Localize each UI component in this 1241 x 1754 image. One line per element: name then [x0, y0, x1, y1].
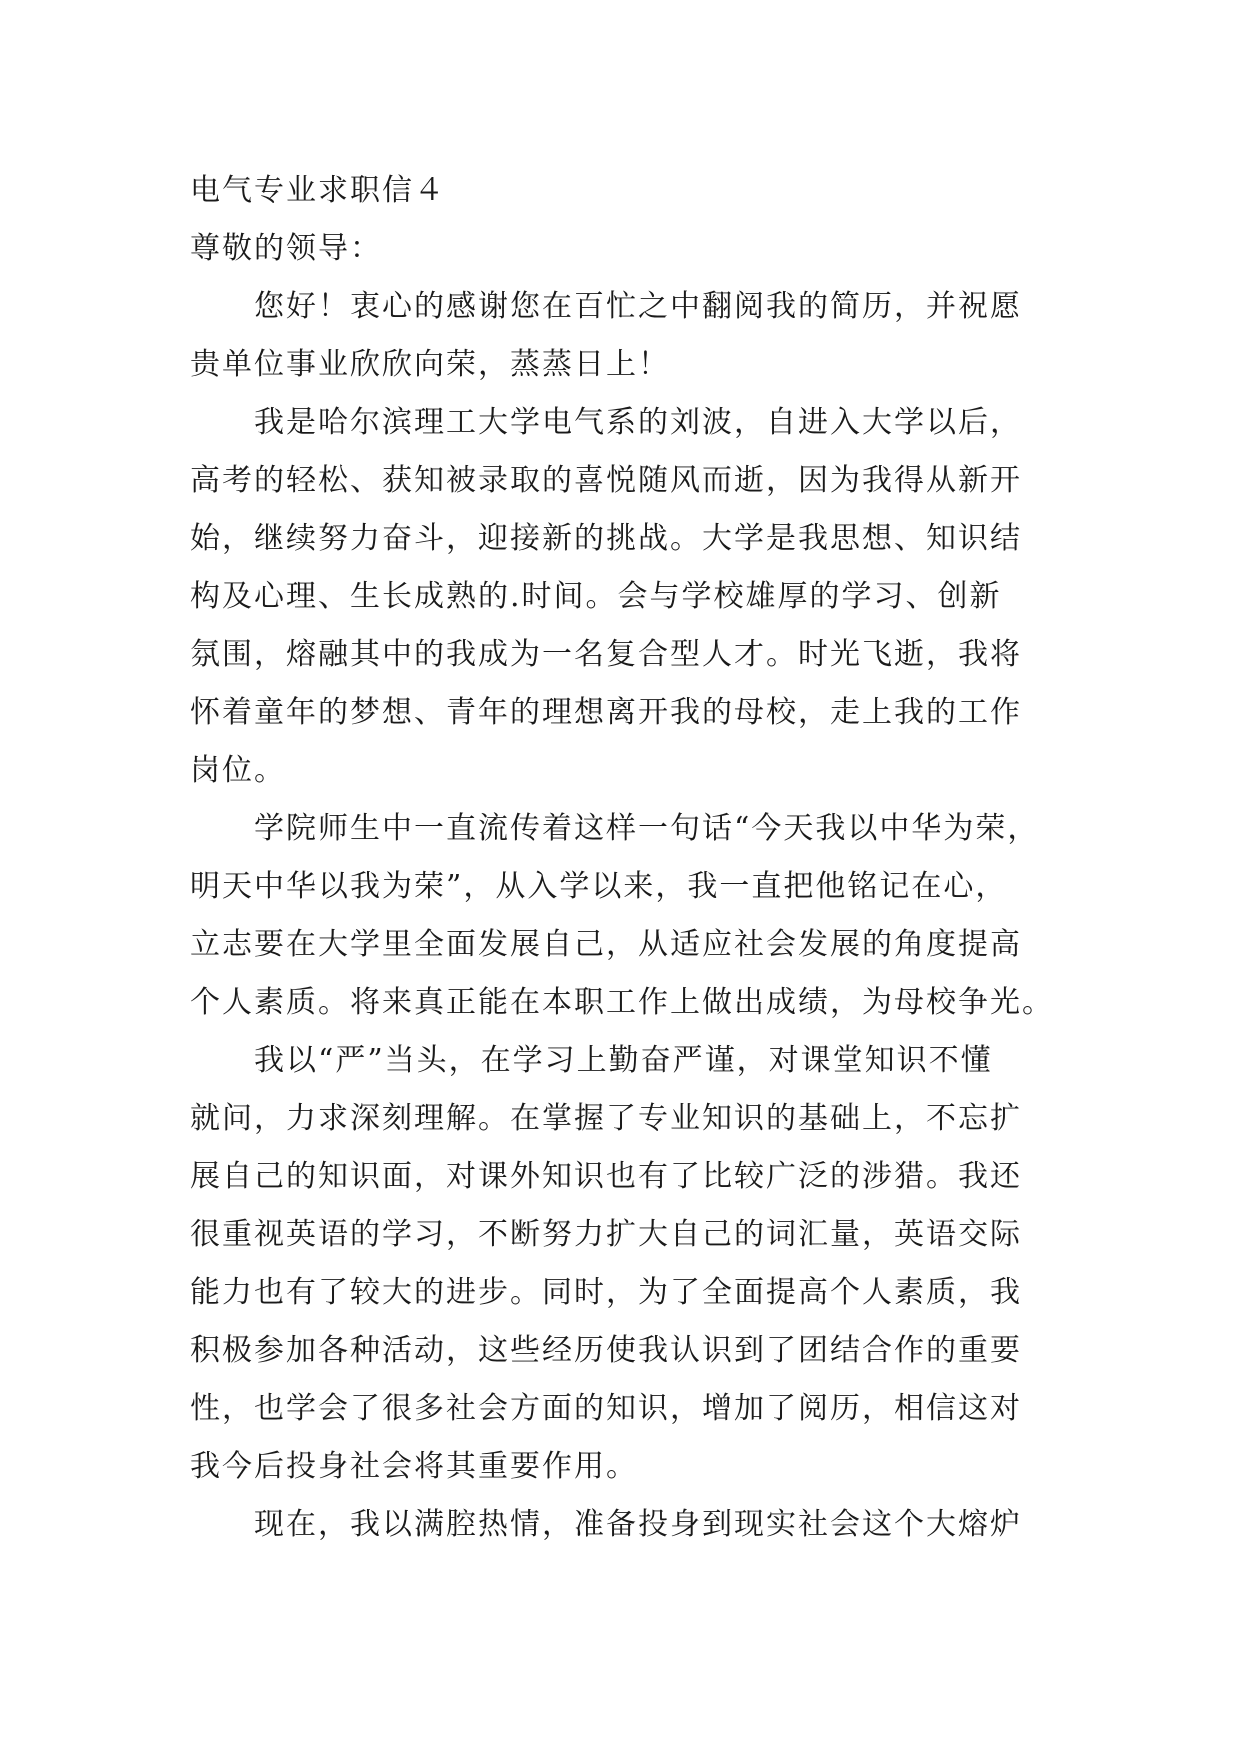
paragraph-line: 我是哈尔滨理工大学电气系的刘波，自进入大学以后，	[254, 405, 1022, 440]
paragraph-line: 贵单位事业欣欣向荣，蒸蒸日上！	[190, 347, 670, 382]
paragraph-line: 怀着童年的梦想、青年的理想离开我的母校，走上我的工作	[190, 695, 1022, 730]
paragraph-line: 就问，力求深刻理解。在掌握了专业知识的基础上，不忘扩	[190, 1101, 1022, 1136]
paragraph-line: 性，也学会了很多社会方面的知识，增加了阅历，相信这对	[190, 1391, 1022, 1426]
paragraph-line: 学院师生中一直流传着这样一句话“今天我以中华为荣，	[254, 811, 1040, 846]
paragraph-line: 立志要在大学里全面发展自己，从适应社会发展的角度提高	[190, 927, 1022, 962]
paragraph-line: 明天中华以我为荣”，从入学以来，我一直把他铭记在心，	[190, 869, 1008, 904]
paragraph-greeting	[190, 278, 1050, 394]
paragraph-line: 我今后投身社会将其重要作用。	[190, 1449, 638, 1484]
paragraph-line: 积极参加各种活动，这些经历使我认识到了团结合作的重要	[190, 1333, 1022, 1368]
letter-title: 电气专业求职信４	[190, 173, 446, 208]
paragraph-line: 始，继续努力奋斗，迎接新的挑战。大学是我思想、知识结	[190, 521, 1022, 556]
paragraph-line: 我以“严”当头，在学习上勤奋严谨，对课堂知识不懂	[254, 1043, 993, 1078]
paragraph-line: 您好！衷心的感谢您在百忙之中翻阅我的简历，并祝愿	[254, 289, 1022, 324]
paragraph-line: 构及心理、生长成熟的.时间。会与学校雄厚的学习、创新	[190, 579, 1002, 614]
paragraph-line: 高考的轻松、获知被录取的喜悦随风而逝，因为我得从新开	[190, 463, 1022, 498]
paragraph-motto	[190, 800, 1054, 1032]
paragraph-study	[190, 1032, 1050, 1496]
paragraph-line: 展自己的知识面，对课外知识也有了比较广泛的涉猎。我还	[190, 1159, 1022, 1194]
letter-body	[190, 162, 1054, 1554]
letter-salutation: 尊敬的领导：	[190, 231, 382, 266]
paragraph-line: 现在，我以满腔热情，准备投身到现实社会这个大熔炉	[254, 1507, 1022, 1542]
paragraph-line: 能力也有了较大的进步。同时，为了全面提高个人素质，我	[190, 1275, 1022, 1310]
paragraph-introduction	[190, 394, 1050, 800]
paragraph-closing	[190, 1496, 1050, 1554]
paragraph-line: 氛围，熔融其中的我成为一名复合型人才。时光飞逝，我将	[190, 637, 1022, 672]
paragraph-line: 岗位。	[190, 753, 286, 788]
paragraph-line: 很重视英语的学习，不断努力扩大自己的词汇量，英语交际	[190, 1217, 1022, 1252]
paragraph-line: 个人素质。将来真正能在本职工作上做出成绩，为母校争光。	[190, 985, 1054, 1020]
